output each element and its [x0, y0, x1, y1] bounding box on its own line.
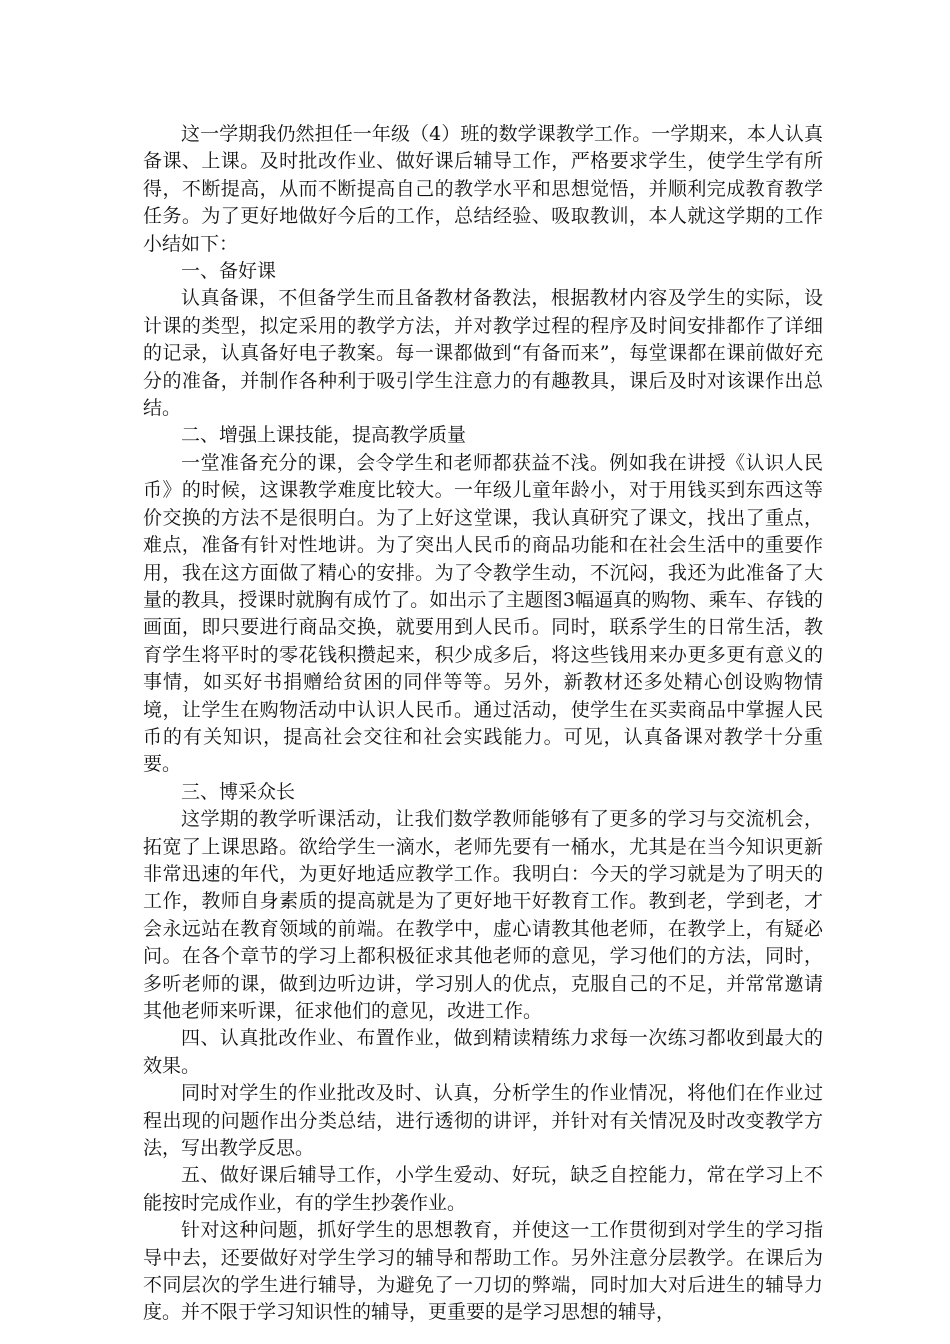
document-page: [143, 121, 823, 1327]
section-5-detail-paragraph: 针对这种问题，抓好学生的思想教育，并使这一工作贯彻到对学生的学习指导中去，还要做好对学生学习的辅导和帮助工作。另外注意分层教学。在课后为不同层次的学生进行辅导，为避免了一刀切的弊端，同时加大对后进生的辅导力度。并不限于学习知识性的辅导，更重要的是学习思想的辅导，: [143, 1219, 823, 1324]
section-heading-1: 一、备好课: [181, 260, 277, 283]
section-1-paragraph: 认真备课，不但备学生而且备教材备教法，根据教材内容及学生的实际，设计课的类型，拟定采用的教学方法，并对教学过程的程序及时间安排都作了详细的记录，认真备好电子教案。每一课都做到“有备而来”，每堂课都在课前做好充分的准备，并制作各种利于吸引学生注意力的有趣教具，课后及时对该课作出总结。: [143, 287, 823, 420]
section-heading-2: 二、增强上课技能，提高教学质量: [181, 424, 467, 447]
intro-paragraph: 这一学期我仍然担任一年级（4）班的数学课教学工作。一学期来，本人认真备课、上课。及时批改作业、做好课后辅导工作，严格要求学生，使学生学有所得，不断提高，从而不断提高自己的教学水平和思想觉悟，并顺利完成教育教学任务。为了更好地做好今后的工作，总结经验、吸取教训，本人就这学期的工作小结如下：: [143, 123, 823, 255]
section-4-paragraph: 四、认真批改作业、布置作业，做到精读精练力求每一次练习都收到最大的效果。: [143, 1027, 823, 1077]
section-heading-3: 三、博采众长: [181, 780, 296, 803]
section-3-paragraph: 这学期的教学听课活动，让我们数学教师能够有了更多的学习与交流机会，拓宽了上课思路。欲给学生一滴水，老师先要有一桶水，尤其是在当今知识更新非常迅速的年代，为更好地适应教学工作。我明白：今天的学习就是为了明天的工作，教师自身素质的提高就是为了更好地干好教育工作。教到老，学到老，才会永远站在教育领域的前端。在教学中，虚心请教其他老师，在教学上，有疑必问。在各个章节的学习上都积极征求其他老师的意见，学习他们的方法，同时，多听老师的课，做到边听边讲，学习别人的优点，克服自己的不足，并常常邀请其他老师来听课，征求他们的意见，改进工作。: [143, 808, 823, 1022]
section-4-detail-paragraph: 同时对学生的作业批改及时、认真，分析学生的作业情况，将他们在作业过程出现的问题作出分类总结，进行透彻的讲评，并针对有关情况及时改变教学方法，写出教学反思。: [143, 1082, 823, 1160]
section-5-paragraph: 五、做好课后辅导工作，小学生爱动、好玩，缺乏自控能力，常在学习上不能按时完成作业，有的学生抄袭作业。: [143, 1164, 823, 1214]
section-2-paragraph: 一堂准备充分的课，会令学生和老师都获益不浅。例如我在讲授《认识人民币》的时候，这课教学难度比较大。一年级儿童年龄小，对于用钱买到东西这等价交换的方法不是很明白。为了上好这堂课，我认真研究了课文，找出了重点，难点，准备有针对性地讲。为了突出人民币的商品功能和在社会生活中的重要作用，我在这方面做了精心的安排。为了令教学生动，不沉闷，我还为此准备了大量的教具，授课时就胸有成竹了。如出示了主题图3幅逼真的购物、乘车、存钱的画面，即只要进行商品交换，就要用到人民币。同时，联系学生的日常生活，教育学生将平时的零花钱积攒起来，积少成多后，将这些钱用来办更多更有意义的事情，如买好书捐赠给贫困的同伴等等。另外，新教材还多处精心创设购物情境，让学生在购物活动中认识人民币。通过活动，使学生在买卖商品中掌握人民币的有关知识，提高社会交往和社会实践能力。可见，认真备课对教学十分重要。: [143, 451, 823, 776]
